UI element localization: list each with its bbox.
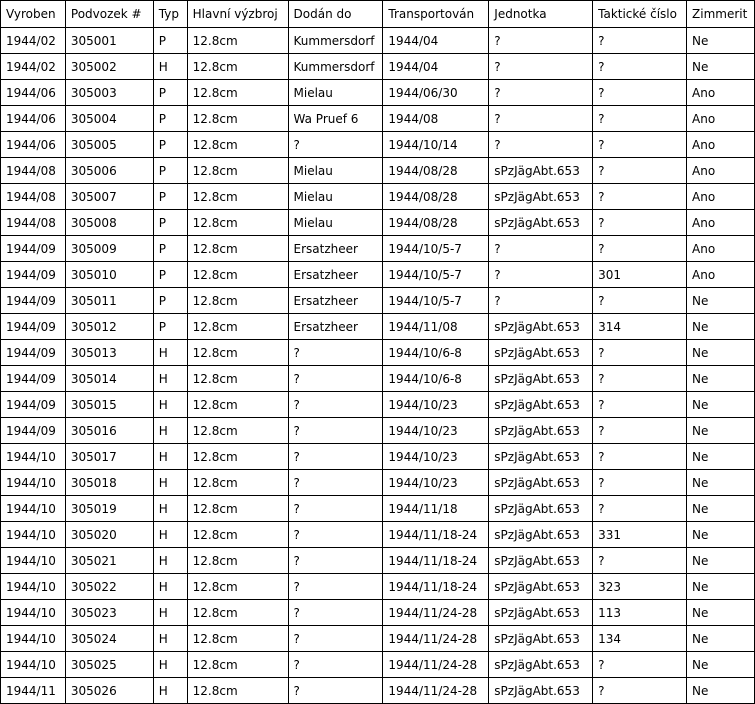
cell-transportovan: 1944/10/5-7 bbox=[383, 262, 489, 288]
header-podvozek: Podvozek # bbox=[65, 1, 153, 28]
cell-transportovan: 1944/10/23 bbox=[383, 392, 489, 418]
cell-transportovan: 1944/08/28 bbox=[383, 158, 489, 184]
cell-transportovan: 1944/11/18 bbox=[383, 496, 489, 522]
cell-takticke-cislo: 331 bbox=[593, 522, 687, 548]
cell-zimmerit: Ano bbox=[687, 262, 755, 288]
table-row bbox=[1, 54, 755, 80]
cell-jednotka: ? bbox=[489, 288, 593, 314]
cell-hlavni-vyzbroj: 12.8cm bbox=[187, 314, 288, 340]
table-row bbox=[1, 106, 755, 132]
cell-vyroben: 1944/09 bbox=[1, 392, 66, 418]
cell-takticke-cislo: ? bbox=[593, 652, 687, 678]
cell-vyroben: 1944/09 bbox=[1, 418, 66, 444]
table-row bbox=[1, 80, 755, 106]
cell-dodan-do: Mielau bbox=[288, 80, 383, 106]
cell-vyroben: 1944/02 bbox=[1, 54, 66, 80]
cell-jednotka: sPzJägAbt.653 bbox=[489, 600, 593, 626]
cell-takticke-cislo: ? bbox=[593, 80, 687, 106]
cell-transportovan: 1944/10/14 bbox=[383, 132, 489, 158]
cell-podvozek: 305012 bbox=[65, 314, 153, 340]
cell-zimmerit: Ano bbox=[687, 80, 755, 106]
cell-vyroben: 1944/02 bbox=[1, 28, 66, 54]
cell-zimmerit: Ano bbox=[687, 210, 755, 236]
table-row bbox=[1, 496, 755, 522]
cell-transportovan: 1944/08/28 bbox=[383, 184, 489, 210]
cell-dodan-do: ? bbox=[288, 470, 383, 496]
cell-vyroben: 1944/10 bbox=[1, 496, 66, 522]
cell-typ: H bbox=[153, 600, 187, 626]
cell-takticke-cislo: ? bbox=[593, 340, 687, 366]
cell-podvozek: 305010 bbox=[65, 262, 153, 288]
cell-zimmerit: Ne bbox=[687, 678, 755, 704]
cell-typ: H bbox=[153, 626, 187, 652]
cell-dodan-do: Mielau bbox=[288, 184, 383, 210]
cell-zimmerit: Ne bbox=[687, 28, 755, 54]
cell-vyroben: 1944/09 bbox=[1, 314, 66, 340]
cell-podvozek: 305011 bbox=[65, 288, 153, 314]
cell-takticke-cislo: ? bbox=[593, 236, 687, 262]
cell-vyroben: 1944/08 bbox=[1, 210, 66, 236]
cell-vyroben: 1944/10 bbox=[1, 522, 66, 548]
cell-typ: P bbox=[153, 314, 187, 340]
cell-transportovan: 1944/08/28 bbox=[383, 210, 489, 236]
table-row bbox=[1, 158, 755, 184]
cell-podvozek: 305026 bbox=[65, 678, 153, 704]
cell-vyroben: 1944/10 bbox=[1, 548, 66, 574]
cell-typ: P bbox=[153, 80, 187, 106]
cell-dodan-do: ? bbox=[288, 132, 383, 158]
cell-typ: H bbox=[153, 522, 187, 548]
cell-vyroben: 1944/10 bbox=[1, 600, 66, 626]
cell-takticke-cislo: ? bbox=[593, 210, 687, 236]
header-transportovan: Transportován bbox=[383, 1, 489, 28]
cell-podvozek: 305019 bbox=[65, 496, 153, 522]
cell-podvozek: 305023 bbox=[65, 600, 153, 626]
cell-jednotka: sPzJägAbt.653 bbox=[489, 626, 593, 652]
cell-jednotka: sPzJägAbt.653 bbox=[489, 522, 593, 548]
cell-jednotka: sPzJägAbt.653 bbox=[489, 496, 593, 522]
cell-hlavni-vyzbroj: 12.8cm bbox=[187, 28, 288, 54]
cell-dodan-do: ? bbox=[288, 366, 383, 392]
cell-dodan-do: Mielau bbox=[288, 210, 383, 236]
table-row bbox=[1, 444, 755, 470]
cell-jednotka: sPzJägAbt.653 bbox=[489, 340, 593, 366]
cell-vyroben: 1944/10 bbox=[1, 470, 66, 496]
cell-typ: P bbox=[153, 262, 187, 288]
cell-podvozek: 305016 bbox=[65, 418, 153, 444]
table-row bbox=[1, 314, 755, 340]
cell-vyroben: 1944/09 bbox=[1, 262, 66, 288]
cell-vyroben: 1944/10 bbox=[1, 626, 66, 652]
cell-zimmerit: Ano bbox=[687, 132, 755, 158]
cell-dodan-do: Ersatzheer bbox=[288, 236, 383, 262]
header-vyroben: Vyroben bbox=[1, 1, 66, 28]
table-row bbox=[1, 600, 755, 626]
cell-hlavni-vyzbroj: 12.8cm bbox=[187, 158, 288, 184]
header-jednotka: Jednotka bbox=[489, 1, 593, 28]
cell-hlavni-vyzbroj: 12.8cm bbox=[187, 340, 288, 366]
cell-jednotka: ? bbox=[489, 132, 593, 158]
cell-dodan-do: ? bbox=[288, 444, 383, 470]
cell-zimmerit: Ne bbox=[687, 444, 755, 470]
table-row bbox=[1, 574, 755, 600]
cell-podvozek: 305014 bbox=[65, 366, 153, 392]
cell-dodan-do: ? bbox=[288, 626, 383, 652]
cell-dodan-do: Wa Pruef 6 bbox=[288, 106, 383, 132]
cell-zimmerit: Ne bbox=[687, 366, 755, 392]
cell-typ: P bbox=[153, 236, 187, 262]
cell-takticke-cislo: ? bbox=[593, 678, 687, 704]
cell-typ: P bbox=[153, 28, 187, 54]
cell-podvozek: 305013 bbox=[65, 340, 153, 366]
cell-jednotka: ? bbox=[489, 54, 593, 80]
cell-takticke-cislo: ? bbox=[593, 184, 687, 210]
cell-typ: H bbox=[153, 548, 187, 574]
cell-jednotka: sPzJägAbt.653 bbox=[489, 678, 593, 704]
cell-jednotka: sPzJägAbt.653 bbox=[489, 184, 593, 210]
table-row bbox=[1, 678, 755, 704]
cell-transportovan: 1944/11/18-24 bbox=[383, 548, 489, 574]
table-row bbox=[1, 392, 755, 418]
cell-jednotka: sPzJägAbt.653 bbox=[489, 366, 593, 392]
cell-vyroben: 1944/11 bbox=[1, 678, 66, 704]
cell-transportovan: 1944/06/30 bbox=[383, 80, 489, 106]
cell-jednotka: ? bbox=[489, 80, 593, 106]
cell-vyroben: 1944/08 bbox=[1, 158, 66, 184]
cell-zimmerit: Ano bbox=[687, 158, 755, 184]
cell-zimmerit: Ano bbox=[687, 106, 755, 132]
cell-takticke-cislo: ? bbox=[593, 418, 687, 444]
cell-typ: H bbox=[153, 678, 187, 704]
cell-dodan-do: Kummersdorf bbox=[288, 28, 383, 54]
cell-typ: P bbox=[153, 132, 187, 158]
table-row bbox=[1, 262, 755, 288]
cell-transportovan: 1944/10/23 bbox=[383, 418, 489, 444]
cell-transportovan: 1944/10/6-8 bbox=[383, 366, 489, 392]
cell-jednotka: ? bbox=[489, 106, 593, 132]
cell-jednotka: ? bbox=[489, 262, 593, 288]
cell-takticke-cislo: ? bbox=[593, 548, 687, 574]
cell-dodan-do: Kummersdorf bbox=[288, 54, 383, 80]
cell-transportovan: 1944/11/18-24 bbox=[383, 574, 489, 600]
cell-dodan-do: ? bbox=[288, 522, 383, 548]
cell-podvozek: 305020 bbox=[65, 522, 153, 548]
cell-hlavni-vyzbroj: 12.8cm bbox=[187, 262, 288, 288]
cell-vyroben: 1944/06 bbox=[1, 80, 66, 106]
cell-dodan-do: Mielau bbox=[288, 158, 383, 184]
cell-hlavni-vyzbroj: 12.8cm bbox=[187, 574, 288, 600]
cell-hlavni-vyzbroj: 12.8cm bbox=[187, 184, 288, 210]
cell-takticke-cislo: ? bbox=[593, 366, 687, 392]
cell-typ: H bbox=[153, 574, 187, 600]
cell-vyroben: 1944/10 bbox=[1, 444, 66, 470]
cell-jednotka: sPzJägAbt.653 bbox=[489, 444, 593, 470]
cell-podvozek: 305002 bbox=[65, 54, 153, 80]
cell-hlavni-vyzbroj: 12.8cm bbox=[187, 522, 288, 548]
cell-jednotka: sPzJägAbt.653 bbox=[489, 652, 593, 678]
table-header-row bbox=[1, 1, 755, 28]
cell-typ: H bbox=[153, 54, 187, 80]
cell-zimmerit: Ne bbox=[687, 470, 755, 496]
cell-zimmerit: Ne bbox=[687, 340, 755, 366]
table-row bbox=[1, 340, 755, 366]
cell-hlavni-vyzbroj: 12.8cm bbox=[187, 678, 288, 704]
cell-takticke-cislo: ? bbox=[593, 106, 687, 132]
cell-podvozek: 305001 bbox=[65, 28, 153, 54]
cell-takticke-cislo: ? bbox=[593, 158, 687, 184]
cell-vyroben: 1944/08 bbox=[1, 184, 66, 210]
header-zimmerit: Zimmerit bbox=[687, 1, 755, 28]
cell-podvozek: 305006 bbox=[65, 158, 153, 184]
cell-typ: H bbox=[153, 652, 187, 678]
cell-transportovan: 1944/04 bbox=[383, 54, 489, 80]
cell-zimmerit: Ne bbox=[687, 652, 755, 678]
cell-podvozek: 305008 bbox=[65, 210, 153, 236]
table-row bbox=[1, 470, 755, 496]
cell-typ: H bbox=[153, 496, 187, 522]
cell-typ: H bbox=[153, 444, 187, 470]
cell-jednotka: sPzJägAbt.653 bbox=[489, 392, 593, 418]
cell-transportovan: 1944/11/24-28 bbox=[383, 626, 489, 652]
cell-transportovan: 1944/11/24-28 bbox=[383, 600, 489, 626]
table-row bbox=[1, 548, 755, 574]
cell-dodan-do: ? bbox=[288, 652, 383, 678]
cell-dodan-do: Ersatzheer bbox=[288, 288, 383, 314]
cell-jednotka: sPzJägAbt.653 bbox=[489, 314, 593, 340]
cell-vyroben: 1944/09 bbox=[1, 366, 66, 392]
cell-takticke-cislo: ? bbox=[593, 444, 687, 470]
cell-hlavni-vyzbroj: 12.8cm bbox=[187, 652, 288, 678]
cell-zimmerit: Ne bbox=[687, 392, 755, 418]
cell-hlavni-vyzbroj: 12.8cm bbox=[187, 444, 288, 470]
cell-hlavni-vyzbroj: 12.8cm bbox=[187, 470, 288, 496]
cell-takticke-cislo: ? bbox=[593, 132, 687, 158]
table-row bbox=[1, 236, 755, 262]
table-body bbox=[1, 28, 755, 704]
cell-podvozek: 305007 bbox=[65, 184, 153, 210]
header-typ: Typ bbox=[153, 1, 187, 28]
header-takticke-cislo: Taktické číslo bbox=[593, 1, 687, 28]
cell-vyroben: 1944/09 bbox=[1, 236, 66, 262]
cell-hlavni-vyzbroj: 12.8cm bbox=[187, 366, 288, 392]
cell-typ: P bbox=[153, 210, 187, 236]
table-row bbox=[1, 652, 755, 678]
cell-transportovan: 1944/10/5-7 bbox=[383, 288, 489, 314]
cell-dodan-do: ? bbox=[288, 418, 383, 444]
cell-takticke-cislo: ? bbox=[593, 288, 687, 314]
cell-zimmerit: Ne bbox=[687, 314, 755, 340]
cell-transportovan: 1944/08 bbox=[383, 106, 489, 132]
cell-jednotka: sPzJägAbt.653 bbox=[489, 418, 593, 444]
cell-vyroben: 1944/09 bbox=[1, 288, 66, 314]
cell-zimmerit: Ne bbox=[687, 574, 755, 600]
cell-typ: H bbox=[153, 470, 187, 496]
table-row bbox=[1, 28, 755, 54]
cell-transportovan: 1944/11/24-28 bbox=[383, 678, 489, 704]
cell-hlavni-vyzbroj: 12.8cm bbox=[187, 288, 288, 314]
cell-vyroben: 1944/06 bbox=[1, 132, 66, 158]
cell-hlavni-vyzbroj: 12.8cm bbox=[187, 496, 288, 522]
cell-dodan-do: Ersatzheer bbox=[288, 262, 383, 288]
cell-zimmerit: Ne bbox=[687, 548, 755, 574]
cell-typ: H bbox=[153, 340, 187, 366]
cell-hlavni-vyzbroj: 12.8cm bbox=[187, 600, 288, 626]
cell-jednotka: sPzJägAbt.653 bbox=[489, 548, 593, 574]
cell-vyroben: 1944/10 bbox=[1, 574, 66, 600]
cell-hlavni-vyzbroj: 12.8cm bbox=[187, 210, 288, 236]
cell-transportovan: 1944/10/23 bbox=[383, 470, 489, 496]
cell-takticke-cislo: 323 bbox=[593, 574, 687, 600]
cell-jednotka: sPzJägAbt.653 bbox=[489, 470, 593, 496]
cell-zimmerit: Ne bbox=[687, 626, 755, 652]
cell-hlavni-vyzbroj: 12.8cm bbox=[187, 392, 288, 418]
cell-takticke-cislo: ? bbox=[593, 496, 687, 522]
cell-takticke-cislo: 301 bbox=[593, 262, 687, 288]
cell-jednotka: sPzJägAbt.653 bbox=[489, 574, 593, 600]
table-row bbox=[1, 522, 755, 548]
cell-hlavni-vyzbroj: 12.8cm bbox=[187, 418, 288, 444]
cell-takticke-cislo: 113 bbox=[593, 600, 687, 626]
table-row bbox=[1, 418, 755, 444]
cell-podvozek: 305004 bbox=[65, 106, 153, 132]
cell-podvozek: 305003 bbox=[65, 80, 153, 106]
table-row bbox=[1, 210, 755, 236]
cell-zimmerit: Ne bbox=[687, 418, 755, 444]
header-hlavni-vyzbroj: Hlavní výzbroj bbox=[187, 1, 288, 28]
cell-takticke-cislo: 134 bbox=[593, 626, 687, 652]
table-row bbox=[1, 184, 755, 210]
cell-podvozek: 305025 bbox=[65, 652, 153, 678]
cell-dodan-do: ? bbox=[288, 574, 383, 600]
cell-hlavni-vyzbroj: 12.8cm bbox=[187, 626, 288, 652]
cell-transportovan: 1944/10/23 bbox=[383, 444, 489, 470]
cell-hlavni-vyzbroj: 12.8cm bbox=[187, 132, 288, 158]
cell-typ: P bbox=[153, 288, 187, 314]
table-row bbox=[1, 626, 755, 652]
cell-zimmerit: Ne bbox=[687, 522, 755, 548]
cell-typ: P bbox=[153, 184, 187, 210]
table-row bbox=[1, 366, 755, 392]
cell-dodan-do: ? bbox=[288, 340, 383, 366]
cell-takticke-cislo: 314 bbox=[593, 314, 687, 340]
cell-zimmerit: Ne bbox=[687, 54, 755, 80]
cell-typ: H bbox=[153, 392, 187, 418]
table-row bbox=[1, 132, 755, 158]
cell-jednotka: sPzJägAbt.653 bbox=[489, 158, 593, 184]
cell-takticke-cislo: ? bbox=[593, 28, 687, 54]
cell-zimmerit: Ano bbox=[687, 236, 755, 262]
cell-podvozek: 305021 bbox=[65, 548, 153, 574]
cell-podvozek: 305015 bbox=[65, 392, 153, 418]
cell-typ: P bbox=[153, 158, 187, 184]
table-row bbox=[1, 288, 755, 314]
cell-takticke-cislo: ? bbox=[593, 392, 687, 418]
cell-hlavni-vyzbroj: 12.8cm bbox=[187, 80, 288, 106]
cell-jednotka: ? bbox=[489, 236, 593, 262]
cell-transportovan: 1944/11/24-28 bbox=[383, 652, 489, 678]
cell-dodan-do: ? bbox=[288, 678, 383, 704]
cell-zimmerit: Ano bbox=[687, 184, 755, 210]
cell-typ: H bbox=[153, 366, 187, 392]
cell-takticke-cislo: ? bbox=[593, 54, 687, 80]
cell-zimmerit: Ne bbox=[687, 496, 755, 522]
cell-dodan-do: Ersatzheer bbox=[288, 314, 383, 340]
cell-dodan-do: ? bbox=[288, 600, 383, 626]
cell-zimmerit: Ne bbox=[687, 288, 755, 314]
cell-transportovan: 1944/11/08 bbox=[383, 314, 489, 340]
cell-transportovan: 1944/11/18-24 bbox=[383, 522, 489, 548]
cell-dodan-do: ? bbox=[288, 496, 383, 522]
header-dodan-do: Dodán do bbox=[288, 1, 383, 28]
cell-vyroben: 1944/09 bbox=[1, 340, 66, 366]
cell-vyroben: 1944/10 bbox=[1, 652, 66, 678]
cell-transportovan: 1944/10/5-7 bbox=[383, 236, 489, 262]
cell-zimmerit: Ne bbox=[687, 600, 755, 626]
cell-podvozek: 305022 bbox=[65, 574, 153, 600]
cell-podvozek: 305005 bbox=[65, 132, 153, 158]
cell-takticke-cislo: ? bbox=[593, 470, 687, 496]
cell-vyroben: 1944/06 bbox=[1, 106, 66, 132]
cell-typ: P bbox=[153, 106, 187, 132]
cell-dodan-do: ? bbox=[288, 548, 383, 574]
cell-transportovan: 1944/04 bbox=[383, 28, 489, 54]
cell-hlavni-vyzbroj: 12.8cm bbox=[187, 236, 288, 262]
cell-dodan-do: ? bbox=[288, 392, 383, 418]
cell-jednotka: ? bbox=[489, 28, 593, 54]
cell-hlavni-vyzbroj: 12.8cm bbox=[187, 54, 288, 80]
cell-jednotka: sPzJägAbt.653 bbox=[489, 210, 593, 236]
cell-podvozek: 305018 bbox=[65, 470, 153, 496]
cell-podvozek: 305009 bbox=[65, 236, 153, 262]
cell-hlavni-vyzbroj: 12.8cm bbox=[187, 548, 288, 574]
cell-typ: H bbox=[153, 418, 187, 444]
cell-podvozek: 305024 bbox=[65, 626, 153, 652]
cell-transportovan: 1944/10/6-8 bbox=[383, 340, 489, 366]
cell-hlavni-vyzbroj: 12.8cm bbox=[187, 106, 288, 132]
cell-podvozek: 305017 bbox=[65, 444, 153, 470]
